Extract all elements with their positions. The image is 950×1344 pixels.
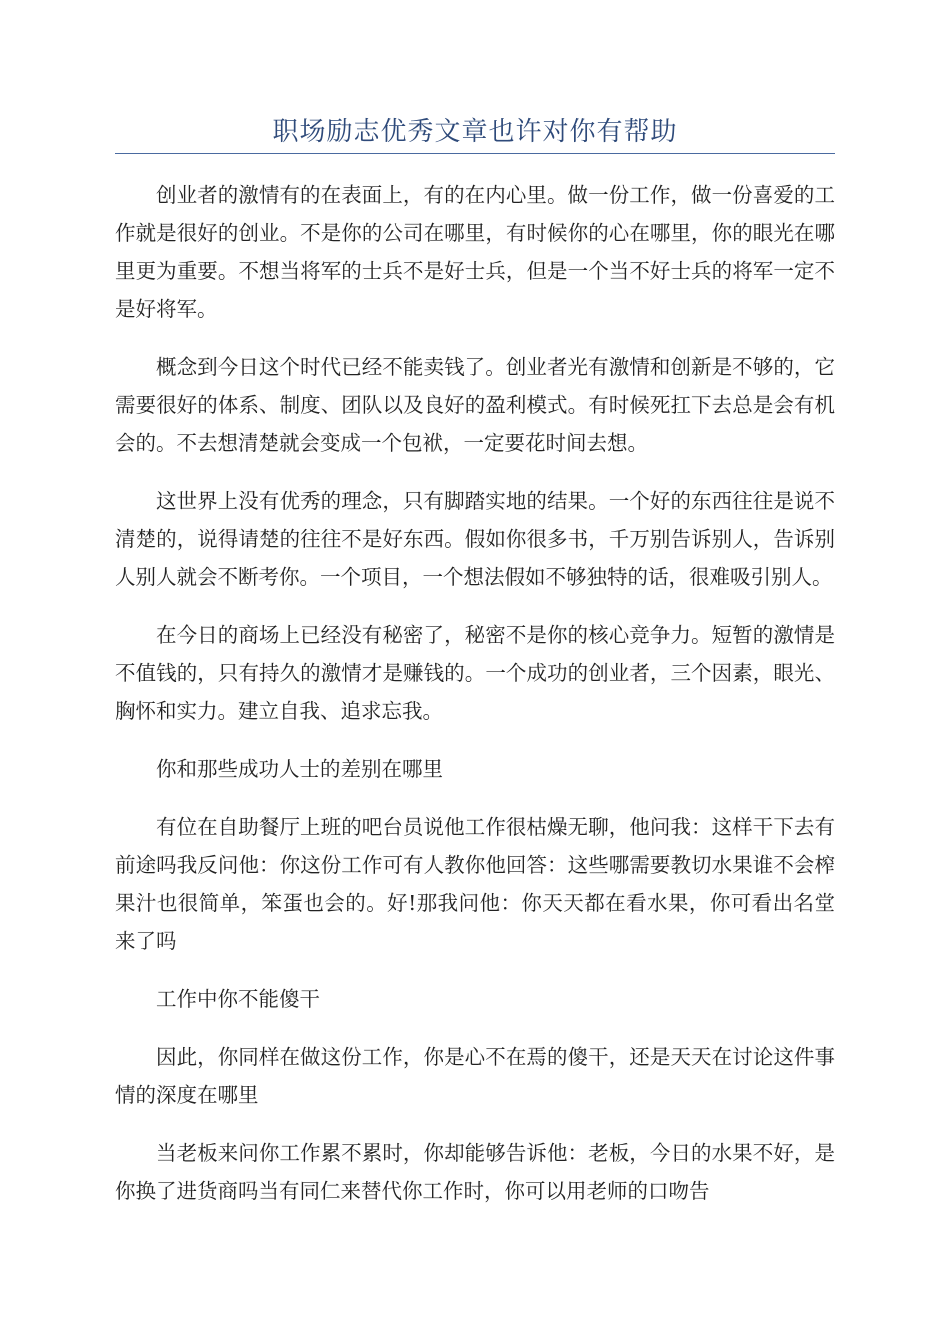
paragraph: 当老板来问你工作累不累时，你却能够告诉他：老板，今日的水果不好，是你换了进货商吗当有同仁来替代你工作时，你可以用老师的口吻告 <box>115 1141 835 1203</box>
subheading-paragraph: 你和那些成功人士的差别在哪里 <box>156 757 443 781</box>
document-title: 职场励志优秀文章也许对你有帮助 <box>272 117 678 147</box>
paragraph: 因此，你同样在做这份工作，你是心不在焉的傻干，还是天天在讨论这件事情的深度在哪里 <box>115 1045 835 1107</box>
paragraph: 这世界上没有优秀的理念，只有脚踏实地的结果。一个好的东西往往是说不清楚的，说得请楚的往往不是好东西。假如你很多书，千万别告诉别人，告诉别人别人就会不断考你。一个项目，一个想法假如不够独特的话，很难吸引别人。 <box>115 489 835 589</box>
paragraph: 在今日的商场上已经没有秘密了，秘密不是你的核心竞争力。短暂的激情是不值钱的，只有持久的激情才是赚钱的。一个成功的创业者，三个因素，眼光、胸怀和实力。建立自我、追求忘我。 <box>115 623 835 723</box>
paragraph: 创业者的激情有的在表面上，有的在内心里。做一份工作，做一份喜爱的工作就是很好的创业。不是你的公司在哪里，有时候你的心在哪里，你的眼光在哪里更为重要。不想当将军的士兵不是好士兵，但是一个当不好士兵的将军一定不是好将军。 <box>115 183 835 321</box>
title-underline <box>115 153 835 154</box>
paragraph: 概念到今日这个时代已经不能卖钱了。创业者光有激情和创新是不够的，它需要很好的体系、制度、团队以及良好的盈利模式。有时候死扛下去总是会有机会的。不去想清楚就会变成一个包袱，一定要花时间去想。 <box>115 355 835 455</box>
paragraph: 有位在自助餐厅上班的吧台员说他工作很枯燥无聊，他问我：这样干下去有前途吗我反问他：你这份工作可有人教你他回答：这些哪需要教切水果谁不会榨果汁也很简单，笨蛋也会的。好!那我问他：你天天都在看水果，你可看出名堂来了吗 <box>115 815 835 953</box>
subheading-paragraph: 工作中你不能傻干 <box>156 987 320 1011</box>
document-body <box>115 176 835 1230</box>
